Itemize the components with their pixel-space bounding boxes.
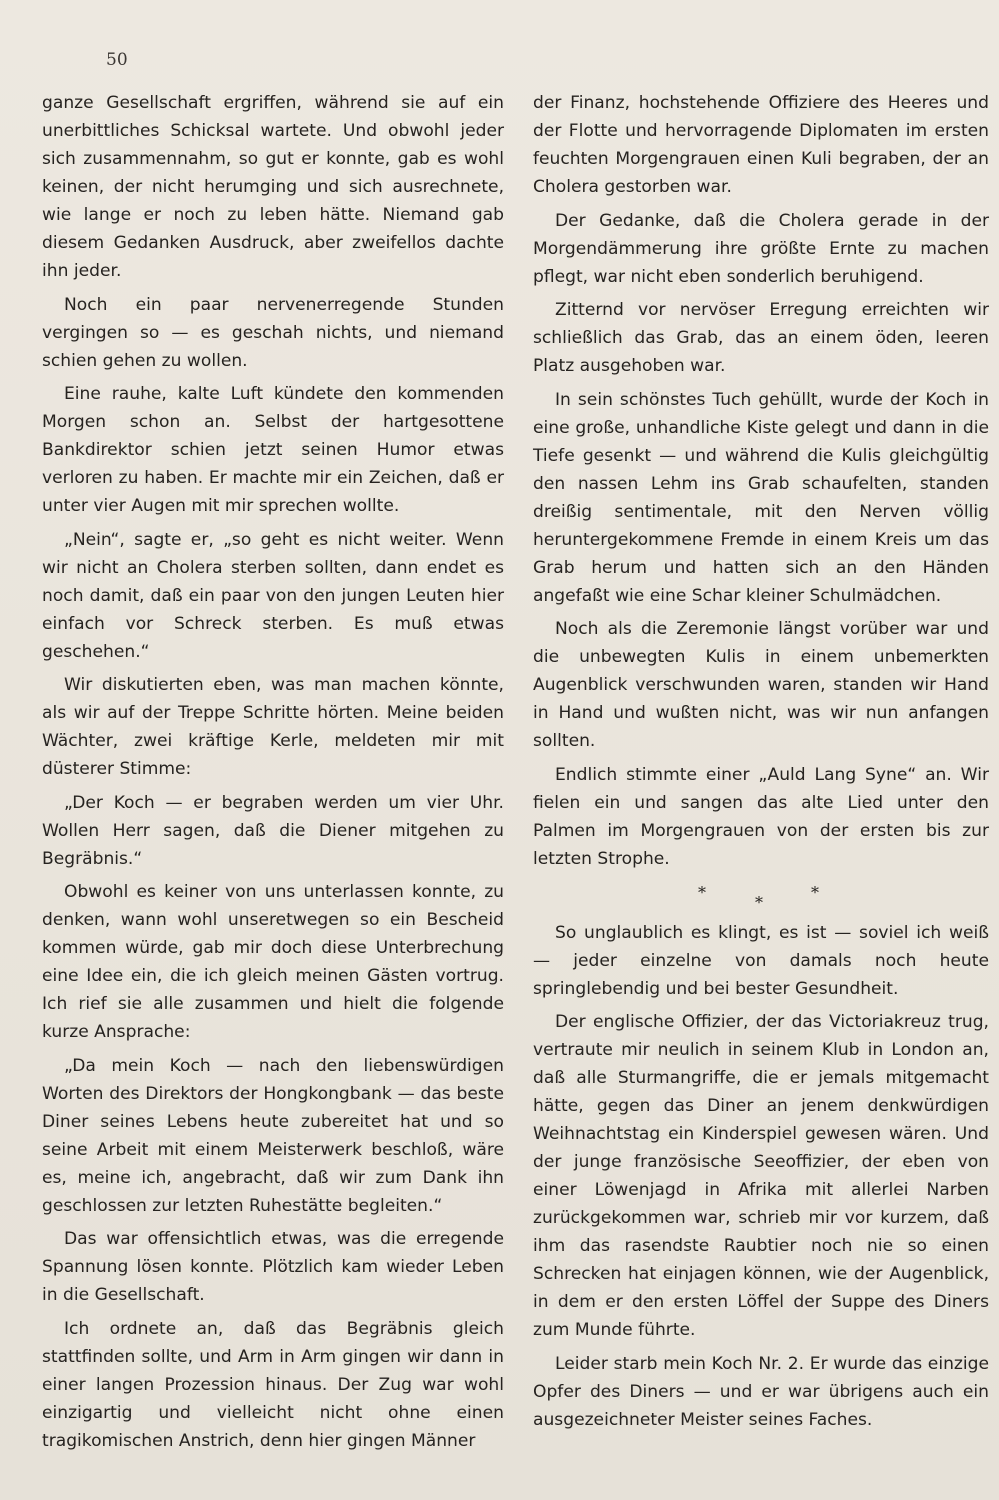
paragraph: „Da mein Koch — nach den liebenswürdigen Worten des Direktors der Hongkongbank — das beste Diner seines Lebens heute zubereitet hat und so seine Arbeit mit einem Meisterwerk beschloß, wäre es, meine ich, angebracht, daß wir zum Dank ihn geschlossen zur letzten Ruhestätte begleiten.“ (42, 1055, 504, 1216)
paragraph: Noch als die Zeremonie längst vorüber war und die unbewegten Kulis in einem unbemerkten Augenblick verschwunden waren, standen wir Hand in Hand und wußten nicht, was wir nun anfangen sollten. (533, 619, 989, 751)
paragraph: „Der Koch — er begraben werden um vier Uhr. Wollen Herr sagen, daß die Diener mitgehen zu Begräbnis.“ (42, 792, 504, 869)
paragraph: Eine rauhe, kalte Luft kündete den kommenden Morgen schon an. Selbst der hartgesottene Bankdirektor schien jetzt seinen Humor etwas verloren zu haben. Er machte mir ein Zeichen, daß er unter vier Augen mit mir sprechen wollte. (42, 384, 504, 516)
paragraph: Obwohl es keiner von uns unterlassen konnte, zu denken, wann wohl unseretwegen so ein Bescheid kommen würde, gab mir doch diese Unterbrechung eine Idee ein, die ich gleich meinen Gästen vortrug. Ich rief sie alle zusammen und hielt die folgende kurze Ansprache: (42, 882, 504, 1042)
asterisk: * (698, 882, 706, 902)
paragraph: Der Gedanke, daß die Cholera gerade in der Morgendämmerung ihre größte Ernte zu machen pflegt, war nicht eben sonderlich beruhigend. (533, 210, 989, 287)
section-separator (533, 879, 989, 919)
paragraph: Endlich stimmte einer „Auld Lang Syne“ an. Wir fielen ein und sangen das alte Lied unter den Palmen im Morgengrauen von der ersten bis zur letzten Strophe. (533, 764, 989, 869)
paragraph: Wir diskutierten eben, was man machen könnte, als wir auf der Treppe Schritte hörten. Meine beiden Wächter, zwei kräftige Kerle, meldeten mir mit düsterer Stimme: (42, 675, 504, 779)
page-number: 50 (106, 50, 128, 70)
right-column (533, 89, 989, 1439)
paragraph: Der englische Offizier, der das Victoriakreuz trug, vertraute mir neulich in seinem Klub in London an, daß alle Sturmangriffe, die er jemals mitgemacht hätte, gegen das Diner an jenem denkwürdigen Weihnachtstag ein Kinderspiel gewesen wären. Und der junge französische Seeoffizier, der eben von einer Löwenjagd in Afrika mit allerlei Narben zurückgekommen war, schrieb mir vor kurzem, daß ihm das rasendste Raubtier noch nie so einen Schrecken hat einjagen können, wie der Augenblick, in dem er den ersten Löffel der Suppe des Diners zum Munde führte. (533, 1012, 989, 1340)
paragraph: Noch ein paar nervenerregende Stunden vergingen so — es geschah nichts, und niemand schien gehen zu wollen. (42, 294, 504, 371)
paragraph: Ich ordnete an, daß das Begräbnis gleich stattfinden sollte, und Arm in Arm gingen wir dann in einer langen Prozession hinaus. Der Zug war wohl einzigartig und vielleicht nicht ohne einen tragikomischen Anstrich, denn hier gingen Männer (42, 1318, 504, 1451)
paragraph: „Nein“, sagte er, „so geht es nicht weiter. Wenn wir nicht an Cholera sterben sollten, dann endet es noch damit, daß ein paar von den jungen Leuten hier einfach vor Schreck sterben. Es muß etwas geschehen.“ (42, 529, 504, 662)
paragraph: Leider starb mein Koch Nr. 2. Er wurde das einzige Opfer des Diners — und er war übrigens auch ein ausgezeichneter Meister seines Faches. (533, 1353, 989, 1430)
paragraph: In sein schönstes Tuch gehüllt, wurde der Koch in eine große, unhandliche Kiste gelegt und dann in die Tiefe gesenkt — und während die Kulis gleichgültig den nassen Lehm ins Grab schaufelten, standen dreißig sentimentale, mit den Nerven völlig heruntergekommene Fremde in einem Kreis um das Grab herum und hatten sich an den Händen angefaßt wie eine Schar kleiner Schulmädchen. (533, 389, 989, 606)
left-column (42, 89, 504, 1460)
paragraph: der Finanz, hochstehende Offiziere des Heeres und der Flotte und hervorragende Diplomaten im ersten feuchten Morgengrauen einen Kuli begraben, der an Cholera gestorben war. (533, 93, 989, 197)
paragraph: Zitternd vor nervöser Erregung erreichten wir schließlich das Grab, das an einem öden, leeren Platz ausgehoben war. (533, 300, 989, 376)
paragraph: ganze Gesellschaft ergriffen, während sie auf ein unerbittliches Schicksal wartete. Und obwohl jeder sich zusammennahm, so gut er konnte, gab es wohl keinen, der nicht herumging und sich ausrechnete, wie lange er noch zu leben hätte. Niemand gab diesem Gedanken Ausdruck, aber zweifellos dachte ihn jeder. (42, 93, 504, 281)
paragraph: So unglaublich es klingt, es ist — soviel ich weiß — jeder einzelne von damals noch heute springlebendig und bei bester Gesundheit. (533, 922, 989, 999)
asterisk: * (755, 892, 763, 912)
asterisk: * (811, 882, 819, 902)
paragraph: Das war offensichtlich etwas, was die erregende Spannung lösen konnte. Plötzlich kam wieder Leben in die Gesellschaft. (42, 1229, 504, 1305)
